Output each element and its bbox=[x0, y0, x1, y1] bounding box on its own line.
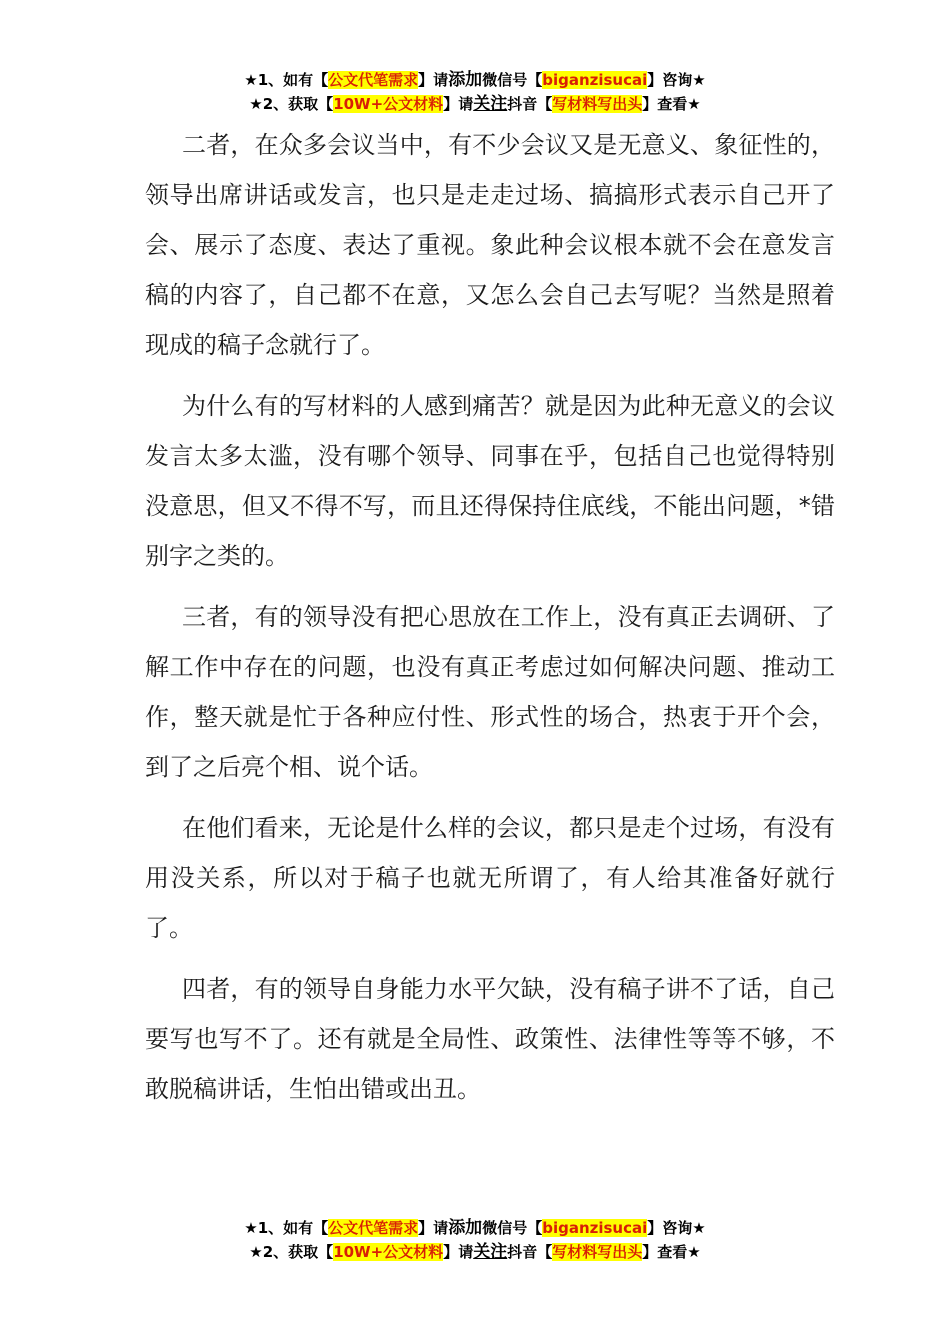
footer-line-2: ★2、获取【10W+公文材料】请关注抖音【写材料写出头】查看★ bbox=[249, 1242, 701, 1262]
star-icon: ★ bbox=[249, 1243, 263, 1261]
paragraph: 在他们看来，无论是什么样的会议，都只是走个过场，有没有用没关系，所以对于稿子也就无所谓了，有人给其准备好就行了。 bbox=[145, 814, 835, 942]
footer-banner bbox=[0, 1216, 950, 1264]
star-icon: ★ bbox=[692, 1219, 706, 1237]
star-icon: ★ bbox=[249, 95, 263, 113]
document-body bbox=[145, 120, 835, 1125]
service-highlight: 公文代笔需求 bbox=[328, 1219, 419, 1237]
service-highlight: 公文代笔需求 bbox=[328, 71, 419, 89]
header-banner bbox=[0, 68, 950, 116]
douyin-account: 写材料写出头 bbox=[552, 95, 643, 113]
footer-line-1: ★1、如有【公文代笔需求】请添加微信号【biganzisucai】咨询★ bbox=[244, 1218, 706, 1238]
materials-highlight: 10W+公文材料 bbox=[333, 1243, 444, 1261]
paragraph: 三者，有的领导没有把心思放在工作上，没有真正去调研、了解工作中存在的问题，也没有真正考虑过如何解决问题、推动工作，整天就是忙于各种应付性、形式性的场合，热衷于开个会，到了之后亮个相、说个话。 bbox=[145, 603, 835, 781]
materials-highlight: 10W+公文材料 bbox=[333, 95, 444, 113]
paragraph: 为什么有的写材料的人感到痛苦？就是因为此种无意义的会议发言太多太滥，没有哪个领导、同事在乎，包括自己也觉得特别没意思，但又不得不写，而且还得保持住底线，不能出问题，*错别字之类的。 bbox=[145, 392, 835, 570]
wechat-id: biganzisucai bbox=[542, 71, 648, 89]
header-line-2: ★2、获取【10W+公文材料】请关注抖音【写材料写出头】查看★ bbox=[249, 94, 701, 114]
paragraph: 四者，有的领导自身能力水平欠缺，没有稿子讲不了话，自己要写也写不了。还有就是全局性、政策性、法律性等等不够，不敢脱稿讲话，生怕出错或出丑。 bbox=[145, 975, 835, 1103]
star-icon: ★ bbox=[692, 71, 706, 89]
paragraph: 二者，在众多会议当中，有不少会议又是无意义、象征性的，领导出席讲话或发言，也只是走走过场、搞搞形式表示自己开了会、展示了态度、表达了重视。象此种会议根本就不会在意发言稿的内容了，自己都不在意，又怎么会自己去写呢？当然是照着现成的稿子念就行了。 bbox=[145, 131, 835, 359]
star-icon: ★ bbox=[687, 1243, 701, 1261]
douyin-account: 写材料写出头 bbox=[552, 1243, 643, 1261]
header-line-1: ★1、如有【公文代笔需求】请添加微信号【biganzisucai】咨询★ bbox=[244, 70, 706, 90]
wechat-id: biganzisucai bbox=[542, 1219, 648, 1237]
star-icon: ★ bbox=[244, 1219, 258, 1237]
star-icon: ★ bbox=[244, 71, 258, 89]
star-icon: ★ bbox=[687, 95, 701, 113]
